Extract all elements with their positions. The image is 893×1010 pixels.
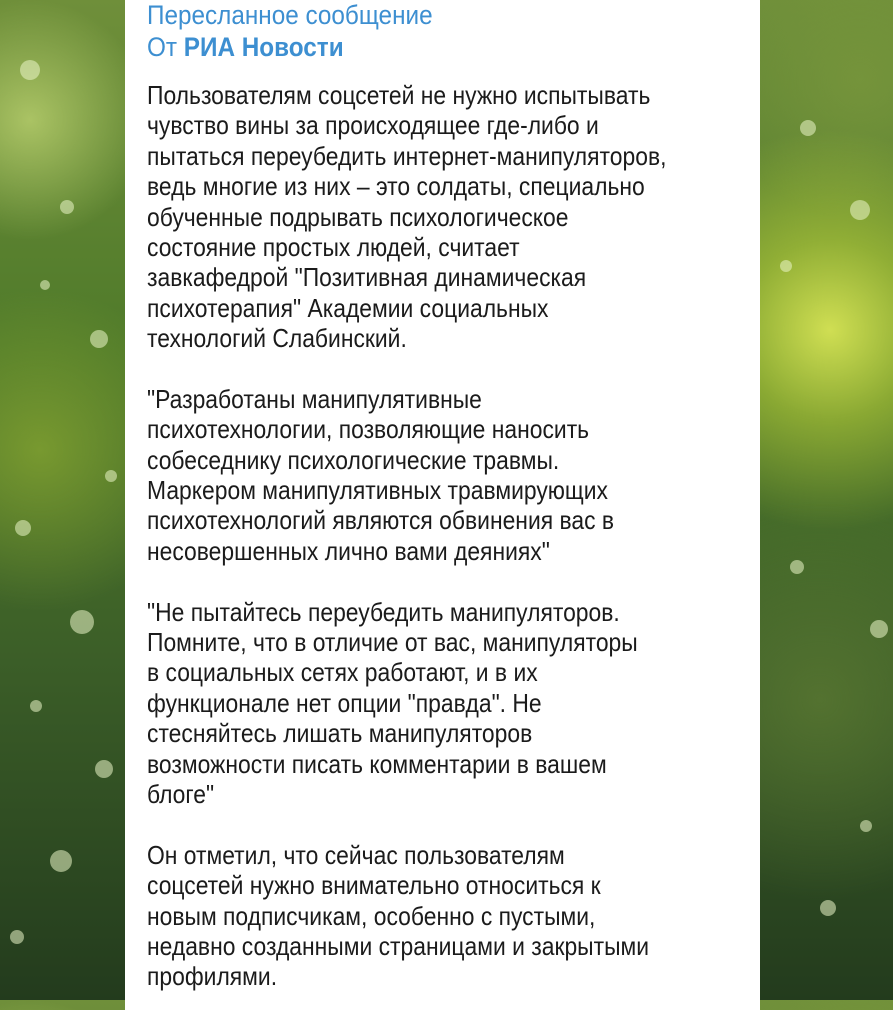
message-line: возможности писать комментарии в вашем [147,748,607,779]
message-line: в социальных сетях работают, и в их [147,657,538,688]
forwarded-source-name[interactable]: РИА Новости [183,32,344,62]
bokeh-dot [820,900,836,916]
message-line: ведь многие из них – это солдаты, специально [147,171,645,202]
forwarded-from[interactable] [147,32,344,63]
message-line: "Не пытайтесь переубедить манипуляторов. [147,596,620,627]
bokeh-dot [60,200,74,214]
message-line: профилями. [147,961,278,992]
bokeh-dot [780,260,792,272]
message-line: состояние простых людей, считает [147,231,520,262]
paragraph-gap [147,566,737,596]
bokeh-dot [10,930,24,944]
message-line: несовершенных лично вами деяниях" [147,535,550,566]
message-line: завкафедрой "Позитивная динамическая [147,262,587,293]
bokeh-dot [870,620,888,638]
bokeh-dot [30,700,42,712]
message-line: Пользователям соцсетей не нужно испытывать [147,80,651,110]
message-text [147,80,737,992]
paragraph-gap [147,809,737,839]
bokeh-dot [90,330,108,348]
message-line: собеседнику психологические травмы. [147,444,560,475]
message-line: соцсетей нужно внимательно относиться к [147,870,601,901]
bokeh-dot [790,560,804,574]
bokeh-dot [105,470,117,482]
bokeh-dot [15,520,31,536]
bokeh-dot [50,850,72,872]
message-line: "Разработаны манипулятивные [147,383,482,414]
bokeh-dot [20,60,40,80]
message-line: чувство вины за происходящее где-либо и [147,110,599,141]
paragraph-gap [147,354,737,384]
bokeh-dot [95,760,113,778]
forwarded-from-prefix: От [147,32,184,62]
message-line: обученные подрывать психологическое [147,201,569,232]
message-line: функционале нет опции "правда". Не [147,687,542,718]
message-line: Маркером манипулятивных травмирующих [147,475,608,506]
message-line: новым подписчикам, особенно с пустыми, [147,900,596,931]
message-line: психотерапия" Академии социальных [147,292,549,323]
message-line: технологий Слабинский. [147,323,407,354]
message-line: психотехнологии, позволяющие наносить [147,414,590,445]
bokeh-dot [800,120,816,136]
bokeh-dot [70,610,94,634]
message-line: психотехнологий являются обвинения вас в [147,505,615,536]
bokeh-dot [40,280,50,290]
bokeh-dot [860,820,872,832]
message-line: стесняйтесь лишать манипуляторов [147,718,533,749]
message-line: Помните, что в отличие от вас, манипуляторы [147,627,638,658]
forwarded-label: Пересланное сообщение [147,0,433,30]
message-line: блоге" [147,778,215,809]
bokeh-dot [850,200,870,220]
message-line: Он отметил, что сейчас пользователям [147,839,565,870]
message-line: пытаться переубедить интернет-манипуляторов, [147,140,667,171]
message-line: недавно созданными страницами и закрытыми [147,930,650,961]
